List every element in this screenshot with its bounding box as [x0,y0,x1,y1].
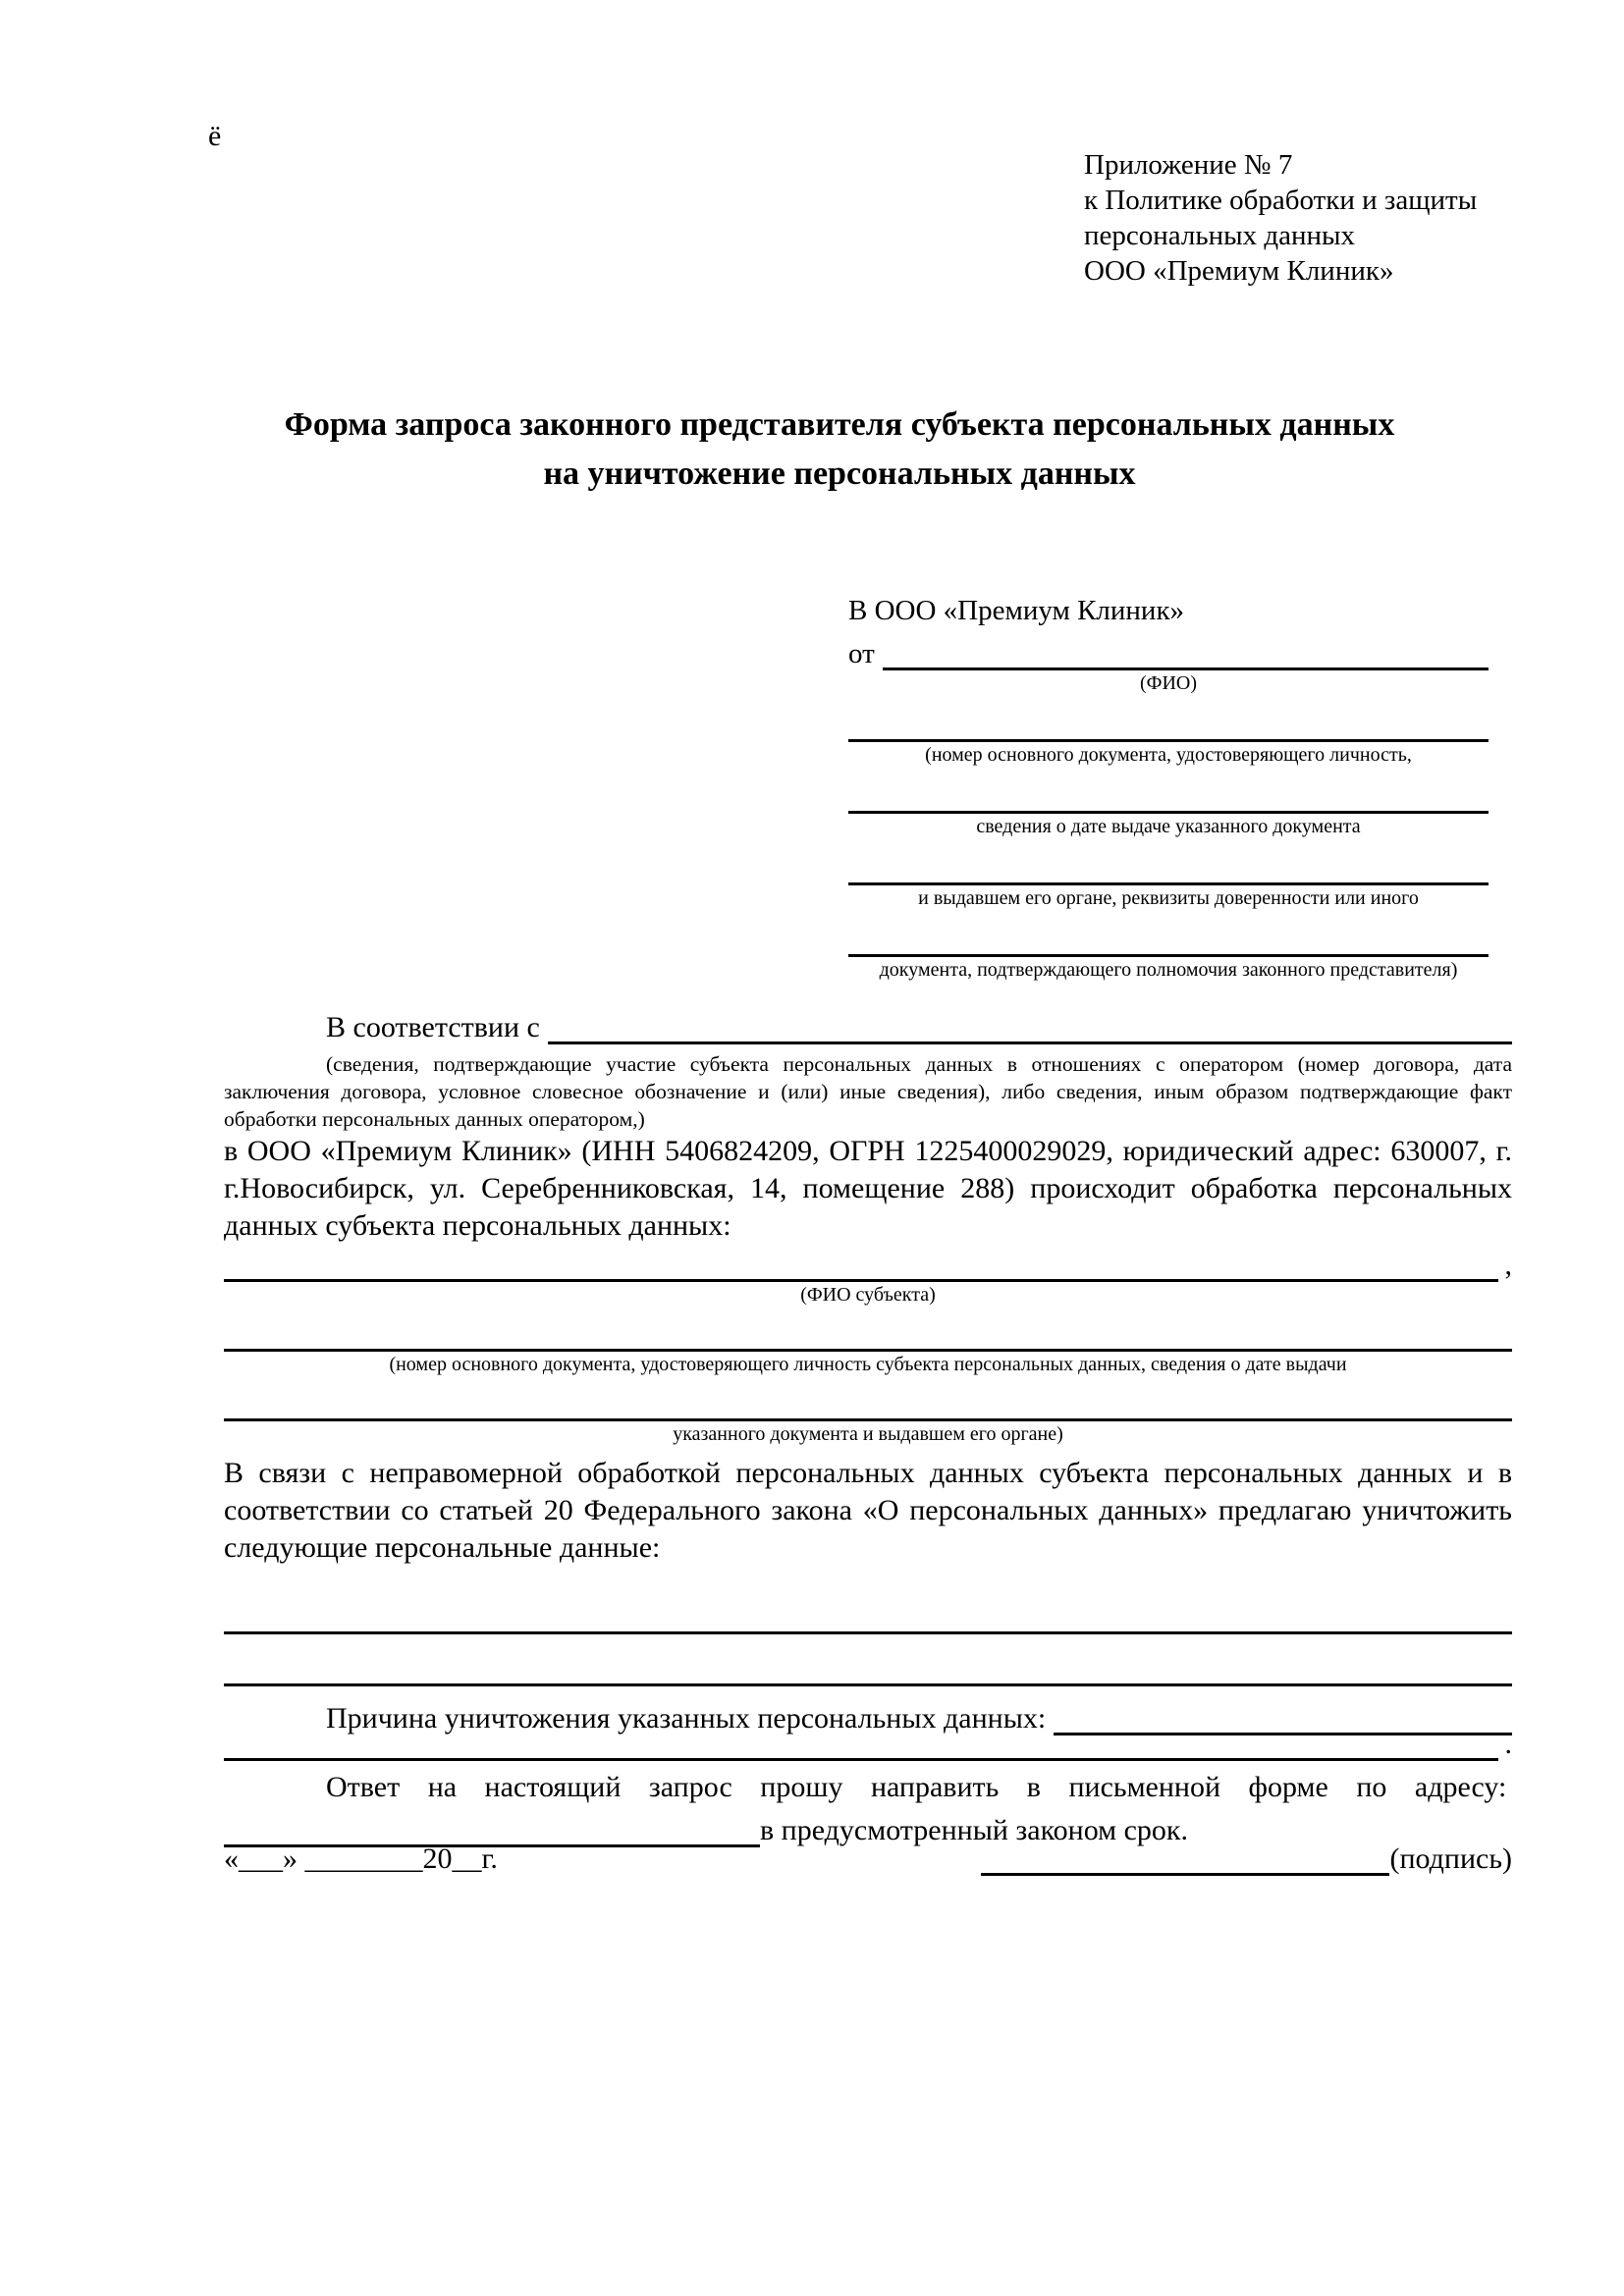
addressee-to: В ООО «Премиум Клиник» [848,595,1185,626]
subject-fio-caption: (ФИО субъекта) [800,1284,936,1306]
blank-caption: документа, подтверждающего полномочия законного представителя) [879,959,1458,981]
form-title [167,400,1512,499]
blank-line [848,911,1489,957]
body-block [224,1011,1512,1847]
appendix-header [1084,147,1477,289]
subject-fio-row [224,1249,1512,1282]
blank-line [848,768,1489,814]
subject-doc-caption: (номер основного документа, удостоверяющего личность субъекта персональных данных, сведения о дате выдачи [389,1354,1347,1375]
appendix-header-line: персональных данных [1084,220,1356,251]
footer-row [224,1840,1512,1876]
reason-blank-line [1054,1733,1512,1735]
form-title-line1: Форма запроса законного представителя субъекта персональных данных [284,406,1395,443]
reason-blank-line2 [224,1758,1498,1761]
unlawful-paragraph: В связи с неправомерной обработкой персональных данных субъекта персональных данных и в соответствии со статьей 20 Федерального закона «О персональных данных» предлагаю уничтожить следующие персональные данные: [224,1457,1512,1564]
stray-char: ё [208,120,222,152]
according-row [224,1011,1512,1044]
answer-paragraph: Ответ на настоящий запрос прошу направить в письменной форме по адресу: [326,1771,1507,1803]
trailing-period: . [1504,1728,1512,1760]
reason-second-row [224,1728,1512,1761]
operator-paragraph: в ООО «Премиум Клиник» (ИНН 5406824209, ОГРН 1225400029029, юридический адрес: 630007, г. г.Новосибирск, ул. Серебренниковская, 14, помещение 288) происходит обработка персональных данных субъекта персональных данных: [224,1135,1512,1242]
according-label: В соответствии с [326,1011,540,1043]
from-row [848,633,1489,670]
blank-line [848,839,1489,885]
blank-line [224,1582,1512,1634]
trailing-comma: , [1504,1249,1512,1281]
appendix-header-line: ООО «Премиум Клиник» [1084,255,1394,287]
according-blank-line [548,1041,1512,1044]
subject-doc-caption: указанного документа и выдавшем его органе) [673,1423,1063,1445]
reason-row [224,1688,1512,1735]
blank-caption: сведения о дате выдаче указанного документа [976,816,1361,837]
reason-label: Причина уничтожения указанных персональных данных: [326,1702,1047,1735]
appendix-header-line: к Политике обработки и защиты [1084,185,1478,216]
blank-caption: (номер основного документа, удостоверяющего личность, [925,744,1412,766]
blank-line [224,1377,1512,1421]
form-title-line2: на уничтожение персональных данных [543,455,1136,492]
small-print-note: (сведения, подтверждающие участие субъекта персональных данных в отношениях с оператором (номер договора, дата заключения договора, условное словесное обозначение и (или) иные сведения), либо сведения, иным образом подтверждающие факт обработки персональных данных оператором,) [224,1052,1512,1131]
appendix-header-line: Приложение № 7 [1084,149,1293,181]
signature-blank-line [981,1840,1389,1876]
signature-caption: (подпись) [1389,1842,1512,1875]
from-label: от [848,638,875,669]
answer-tail-text: в предусмотренный законом срок. [760,1814,1188,1846]
blank-line [224,1308,1512,1352]
blank-line [224,1634,1512,1686]
blank-line [848,696,1489,742]
date-line: «___» ________20__г. [224,1842,498,1875]
fio-caption: (ФИО) [1139,672,1197,694]
blank-caption: и выдавшем его органе, реквизиты доверенности или иного [918,887,1419,909]
addressee-block [848,595,1489,983]
signature-area [981,1840,1512,1876]
